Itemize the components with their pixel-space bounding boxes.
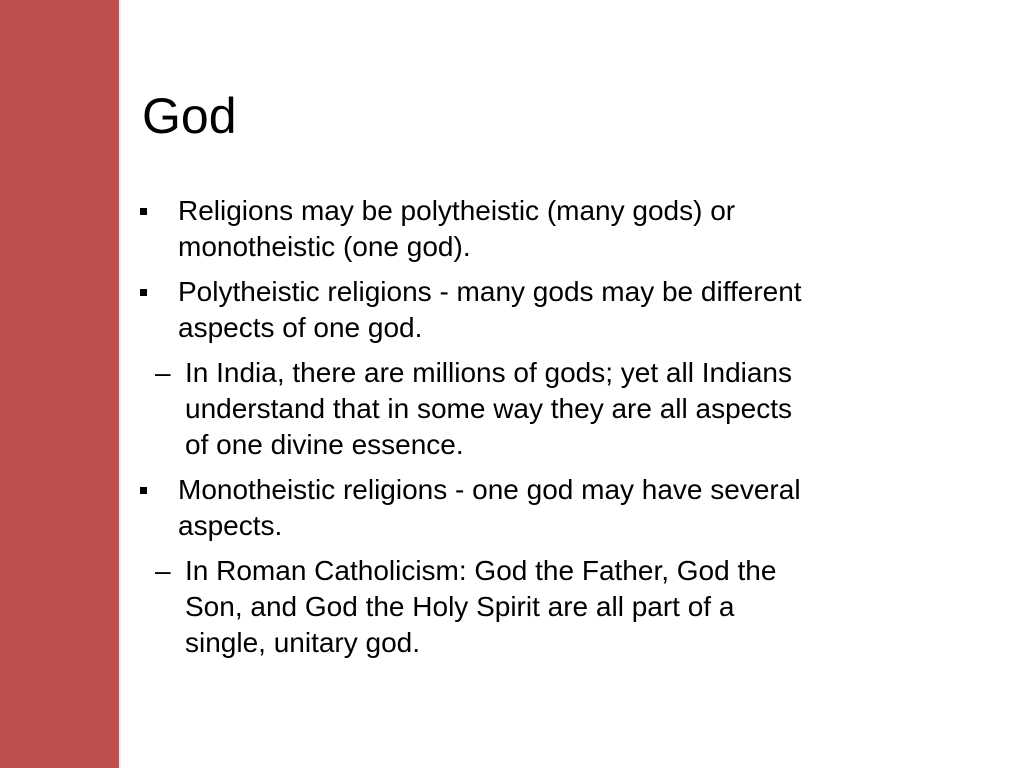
bullet-text-line: monotheistic (one god). xyxy=(178,231,471,262)
sub-bullet-text-line: of one divine essence. xyxy=(185,429,464,460)
sub-bullet-text-line: In India, there are millions of gods; yet all Indians xyxy=(185,357,793,388)
sub-bullet-text-line: Son, and God the Holy Spirit are all part of a xyxy=(185,591,735,622)
sidebar-divider xyxy=(119,0,121,768)
sub-bullet-text-line: understand that in some way they are all aspects xyxy=(185,393,793,424)
sub-bullet-text-line: In Roman Catholicism: God the Father, God the xyxy=(185,555,777,586)
bullet-list xyxy=(140,193,990,670)
square-bullet-icon xyxy=(140,208,147,215)
bullet-text-line: Polytheistic religions - many gods may be different xyxy=(178,276,802,307)
bullet-item xyxy=(140,193,990,265)
dash-bullet-icon: – xyxy=(155,555,171,586)
bullet-item xyxy=(140,274,990,463)
bullet-text-line: aspects of one god. xyxy=(178,312,423,343)
sub-bullet-list xyxy=(155,355,990,463)
square-bullet-icon xyxy=(140,487,147,494)
sub-bullet-list xyxy=(155,553,990,661)
bullet-text-line: aspects. xyxy=(178,510,283,541)
sub-bullet-text-line: single, unitary god. xyxy=(185,627,421,658)
accent-sidebar xyxy=(0,0,119,768)
sub-bullet-item xyxy=(140,553,990,661)
square-bullet-icon xyxy=(140,289,147,296)
bullet-text-line: Religions may be polytheistic (many gods) or xyxy=(178,195,736,226)
sub-bullet-item xyxy=(140,355,990,463)
bullet-text-line: Monotheistic religions - one god may have several xyxy=(178,474,801,505)
dash-bullet-icon: – xyxy=(155,357,171,388)
slide-title: God xyxy=(142,88,237,144)
bullet-item xyxy=(140,472,990,661)
